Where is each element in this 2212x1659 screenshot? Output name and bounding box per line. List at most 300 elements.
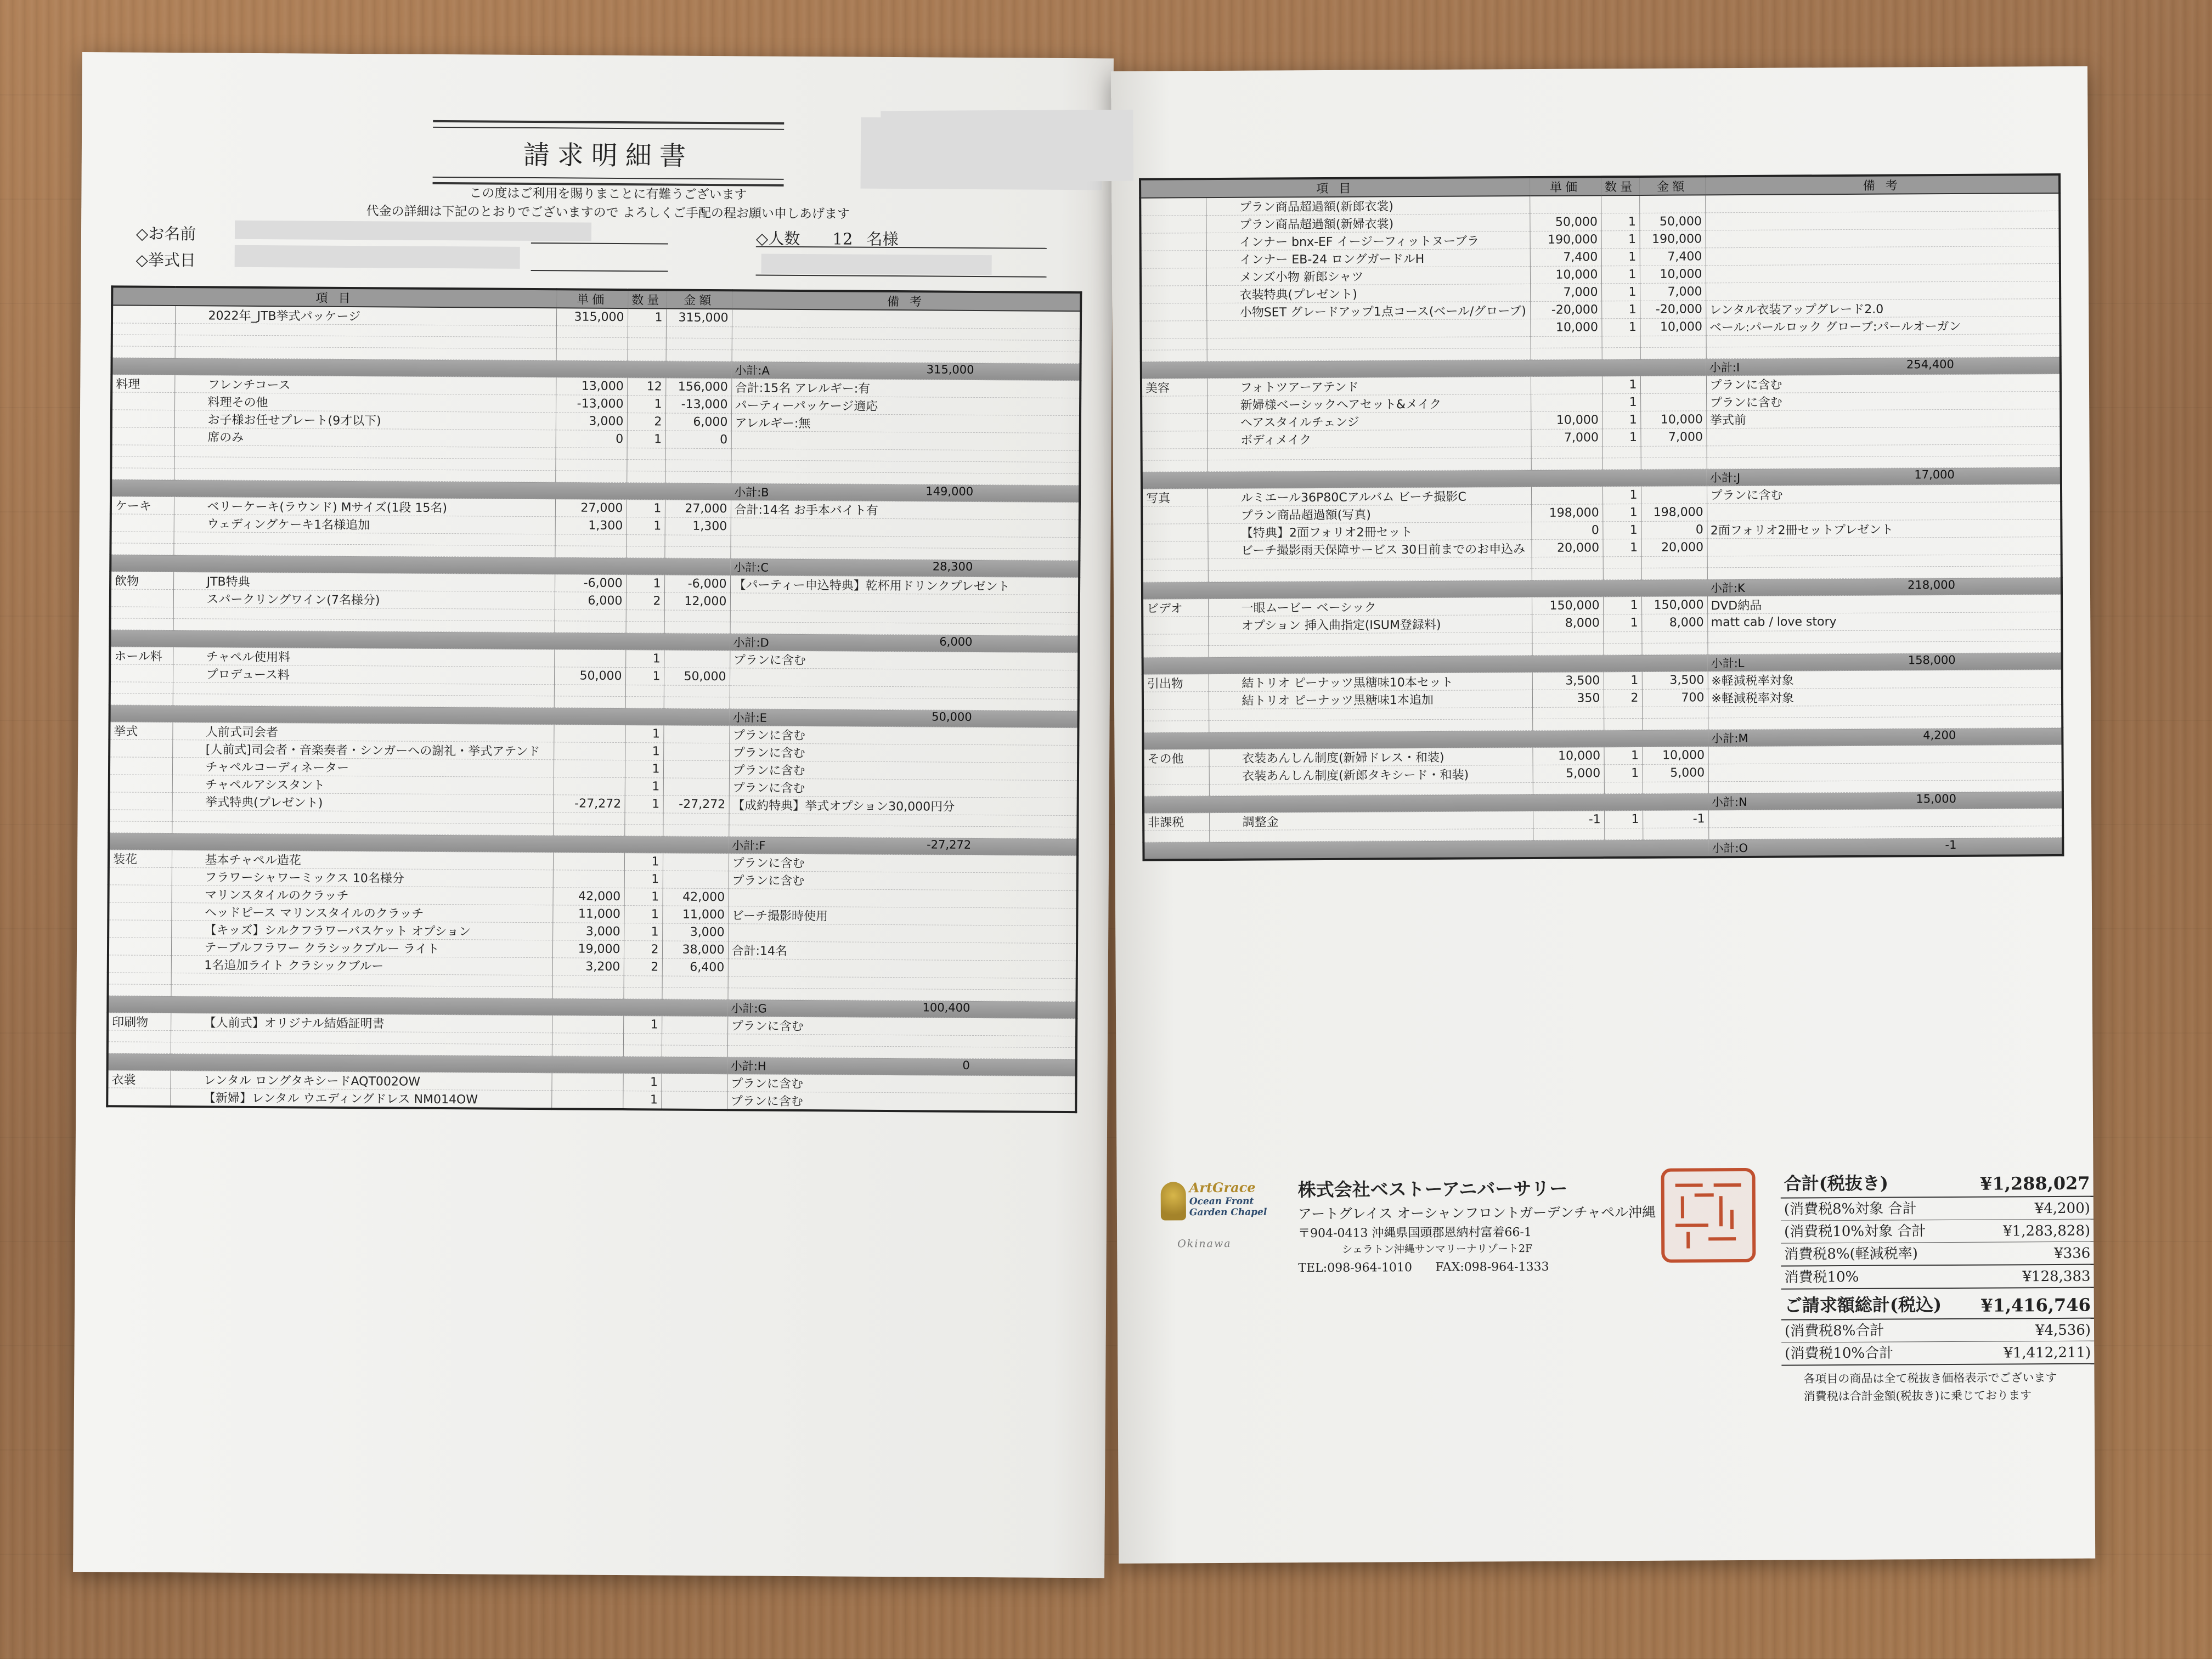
row-unit-price: 10,000: [1530, 266, 1601, 284]
row-category: [108, 938, 171, 956]
logo-line-2a: Ocean Front: [1189, 1195, 1254, 1207]
subtotal-cell: [729, 837, 1077, 856]
row-category: [111, 410, 174, 428]
row-unit-price: 11,000: [552, 905, 624, 923]
subtotal-value: 50,000: [932, 710, 972, 724]
row-quantity: 1: [1603, 596, 1641, 614]
row-amount: 10,000: [1642, 747, 1708, 765]
row-unit-price: 3,200: [552, 958, 624, 976]
subtotal-value: 100,400: [922, 1001, 970, 1014]
company-logo: [1155, 1176, 1282, 1264]
subtotal-label: 小計:I: [1709, 361, 1740, 375]
row-unit-price: [555, 546, 626, 558]
invoice-page-left: [73, 52, 1114, 1578]
subtotal-value: 15,000: [1916, 792, 1957, 806]
row-remarks: パーティーパッケージ適応: [731, 396, 1080, 416]
row-item-name: 基本チャペル造花: [172, 850, 553, 870]
row-amount: [664, 546, 730, 558]
info-underline: [756, 275, 1047, 278]
row-quantity: 1: [1603, 614, 1641, 631]
row-amount: [665, 471, 731, 483]
row-unit-price: 19,000: [552, 940, 624, 958]
row-category: [111, 532, 174, 544]
row-quantity: 1: [1601, 213, 1639, 230]
row-unit-price: 27,000: [555, 499, 627, 517]
row-amount: [661, 1074, 727, 1092]
row-quantity: 1: [1604, 672, 1642, 689]
row-quantity: 1: [625, 743, 663, 760]
row-unit-price: 5,000: [1533, 765, 1604, 783]
row-unit-price: -6,000: [555, 574, 626, 592]
subtotal-spacer: [1143, 839, 1708, 860]
row-unit-price: 3,000: [556, 413, 627, 431]
total-value: ¥4,200): [2034, 1200, 2090, 1217]
row-remarks: DVD納品: [1707, 594, 2062, 613]
row-quantity: 1: [1602, 539, 1641, 556]
row-quantity: 1: [624, 853, 663, 871]
people-label: ◇人数: [755, 229, 800, 248]
row-category: [111, 427, 174, 445]
row-amount: [661, 1091, 727, 1110]
row-category: [1143, 709, 1209, 721]
row-category: ビデオ: [1142, 599, 1208, 617]
row-category: 料理: [111, 375, 174, 393]
header-unit-price: 単価: [556, 289, 628, 308]
row-category: [1142, 646, 1208, 658]
intro-line-2: 代金の詳細は下記のとおりでございますので よろしくご手配の程お願い申しあげます: [366, 204, 850, 222]
row-remarks: プランに含む: [729, 871, 1077, 891]
row-remarks: プランに含む: [729, 761, 1078, 781]
row-quantity: 1: [1604, 747, 1642, 764]
row-item-name: 【人前式】オリジナル結婚証明書: [171, 1013, 552, 1033]
row-amount: 5,000: [1643, 764, 1708, 782]
total-value: ¥4,536): [2035, 1322, 2091, 1339]
row-unit-price: 50,000: [1530, 213, 1601, 232]
row-unit-price: 50,000: [554, 667, 625, 685]
row-unit-price: [554, 650, 625, 668]
row-category: [109, 757, 172, 775]
row-item-name: 小物SET グレードアップ1点コース(ベール/グローブ): [1206, 302, 1530, 321]
row-unit-price: [554, 725, 625, 743]
row-remarks: [1706, 281, 2060, 300]
row-item-name: マリンスタイルのクラッチ: [172, 885, 553, 905]
tax-notes: [1781, 1369, 2094, 1406]
row-category: [1141, 396, 1207, 414]
row-quantity: 1: [1602, 486, 1641, 504]
row-amount: [663, 743, 729, 761]
row-category: [1143, 831, 1209, 843]
row-category: 引出物: [1143, 674, 1209, 692]
row-category: [108, 920, 171, 938]
row-unit-price: [554, 777, 625, 795]
row-remarks: プランに含む: [729, 726, 1078, 746]
row-unit-price: [554, 760, 625, 778]
row-amount: [664, 697, 730, 709]
company-fax: FAX:098-964-1333: [1435, 1260, 1549, 1274]
row-unit-price: [556, 349, 628, 361]
header-remarks: 備 考: [732, 290, 1081, 311]
total-row: [1781, 1220, 2094, 1244]
row-remarks: プランに含む: [729, 854, 1077, 873]
row-category: [112, 346, 175, 358]
row-amount: 1,300: [665, 517, 731, 535]
row-amount: [663, 853, 729, 871]
row-category: [1142, 449, 1207, 461]
row-category: [1141, 321, 1206, 339]
row-unit-price: -20,000: [1530, 301, 1601, 319]
row-unit-price: [1531, 336, 1602, 348]
row-category: [109, 792, 172, 810]
row-category: その他: [1143, 749, 1209, 768]
row-remarks: アレルギー:無: [731, 414, 1080, 433]
row-item-name: ビーチ撮影雨天保障サービス 30日前までのお申込み: [1207, 539, 1531, 558]
row-category: [111, 468, 174, 480]
row-item-name: 衣装特典(プレゼント): [1206, 284, 1530, 303]
row-unit-price: 7,000: [1531, 429, 1602, 447]
row-category: [109, 810, 172, 822]
row-amount: 11,000: [662, 906, 728, 924]
row-unit-price: -27,272: [554, 795, 625, 813]
row-item-name: [人前式]司会者・音楽奏者・シンガーへの謝礼・挙式アテンド: [172, 740, 554, 760]
row-item-name: 1名追加ライト クラシックブルー: [171, 956, 552, 975]
row-category: [1142, 559, 1208, 571]
invoice-body-left: [107, 305, 1081, 1112]
row-category: [111, 392, 174, 410]
row-quantity: 1: [624, 906, 662, 923]
row-amount: 10,000: [1640, 318, 1706, 336]
subtotal-cell: [1708, 652, 2062, 671]
row-category: [1140, 216, 1206, 234]
row-amount: [1639, 195, 1705, 213]
row-remarks: [1706, 246, 2060, 265]
row-amount: [1643, 828, 1708, 840]
header-amount: 金額: [1639, 176, 1705, 195]
subtotal-label: 小計:M: [1711, 731, 1748, 746]
row-item-name: 結トリオ ピーナッツ黒糖味10本セット: [1209, 672, 1532, 691]
subtotal-label: 小計:H: [730, 1059, 766, 1073]
row-quantity: 1: [623, 1091, 661, 1110]
row-quantity: [625, 685, 664, 697]
row-amount: -1: [1643, 810, 1708, 828]
row-category: [1141, 414, 1207, 432]
row-quantity: 1: [1601, 230, 1640, 248]
row-quantity: [1603, 556, 1641, 568]
company-tel: TEL:098-964-1010: [1298, 1261, 1413, 1276]
row-category: [110, 543, 173, 555]
subtotal-value: 158,000: [1908, 653, 1956, 667]
totals-block: [1780, 1166, 2094, 1406]
subtotal-value: 28,300: [932, 560, 973, 573]
row-unit-price: [554, 696, 625, 708]
row-category: [109, 740, 172, 758]
row-unit-price: -1: [1533, 811, 1604, 829]
subtotal-value: 0: [962, 1058, 970, 1072]
row-amount: 8,000: [1641, 614, 1707, 632]
row-amount: 10,000: [1640, 266, 1706, 284]
row-amount: 42,000: [663, 888, 729, 906]
row-quantity: [627, 448, 665, 460]
row-quantity: 1: [627, 517, 665, 535]
row-amount: [1640, 336, 1706, 348]
row-amount: [666, 338, 732, 350]
row-remarks: ※軽減税率対象: [1708, 687, 2062, 706]
row-amount: [1642, 707, 1708, 719]
row-category: [108, 984, 171, 996]
row-amount: [1642, 718, 1708, 730]
total-label: (消費税8%対象 合計: [1784, 1200, 1917, 1218]
row-remarks: [1706, 426, 2061, 445]
subtotal-value: 149,000: [926, 484, 974, 498]
row-category: 衣裳: [107, 1070, 170, 1088]
row-category: [1142, 634, 1208, 646]
row-quantity: 1: [1601, 318, 1640, 336]
row-item-name: [1206, 319, 1530, 338]
row-category: [112, 305, 175, 323]
row-category: [1141, 350, 1207, 362]
tax-note-1: 各項目の商品は全て税抜き価格表示でございます: [1803, 1371, 2057, 1386]
row-unit-price: [553, 853, 624, 871]
row-amount: [1641, 486, 1707, 504]
row-category: [1143, 721, 1209, 733]
row-amount: 50,000: [1639, 213, 1705, 231]
total-label: (消費税8%合計: [1784, 1322, 1884, 1340]
row-amount: [662, 988, 727, 1000]
row-category: [111, 514, 174, 532]
row-item-name: 衣装あんしん制度(新郎タキシード・和装): [1209, 765, 1533, 784]
row-quantity: [1603, 568, 1641, 579]
row-quantity: [624, 825, 663, 836]
row-remarks: [1706, 228, 2060, 247]
total-row: [1781, 1319, 2094, 1343]
row-item-name: インナー EB-24 ロングガードルH: [1206, 249, 1530, 268]
company-subname: アートグレイス オーシャンフロントガーデンチャペル沖縄: [1297, 1204, 1656, 1222]
total-label: 消費税8%(軽減税率): [1784, 1245, 1918, 1263]
row-remarks: [731, 431, 1080, 451]
total-label: ご請求額総計(税込): [1784, 1294, 1942, 1316]
intro-text: [246, 183, 970, 224]
row-amount: 190,000: [1640, 230, 1706, 249]
row-remarks: [732, 309, 1081, 329]
row-unit-price: [1531, 447, 1602, 459]
subtotal-cell: [1708, 791, 2063, 810]
row-amount: 27,000: [665, 500, 731, 518]
row-item-name: フレンチコース: [174, 375, 556, 395]
row-item-name: 【新婦】レンタル ウエディングドレス NM014OW: [170, 1088, 551, 1109]
row-quantity: [1602, 446, 1641, 458]
row-unit-price: [1531, 458, 1602, 470]
document-title: 請求明細書: [523, 139, 694, 172]
row-quantity: 1: [1601, 301, 1640, 318]
row-remarks: [1707, 501, 2061, 521]
row-quantity: [1603, 631, 1641, 643]
total-row: [1780, 1166, 2093, 1199]
row-quantity: [628, 326, 666, 338]
row-unit-price: 150,000: [1532, 597, 1603, 615]
row-category: [109, 867, 172, 885]
total-value: ¥336: [2054, 1245, 2091, 1262]
row-remarks: [730, 668, 1079, 688]
row-amount: [665, 448, 731, 460]
company-address-2: シェラトン沖縄サンマリーナリゾート2F: [1342, 1243, 1533, 1256]
row-quantity: [626, 546, 664, 558]
row-category: [1143, 692, 1209, 710]
row-category: [110, 682, 173, 694]
row-category: [1141, 233, 1206, 251]
row-quantity: 2: [627, 413, 665, 431]
row-amount: [662, 1045, 727, 1057]
row-unit-price: [552, 987, 623, 999]
row-quantity: 2: [624, 941, 662, 958]
row-amount: [663, 778, 729, 796]
totals-rows: [1780, 1166, 2094, 1366]
row-quantity: [1604, 782, 1643, 793]
company-name: 株式会社ベストーアニバーサリー: [1297, 1177, 1568, 1201]
row-remarks: [1707, 537, 2061, 556]
row-quantity: 1: [1602, 521, 1641, 539]
people-value: 12: [832, 229, 853, 249]
company-seal-stamp: [1661, 1168, 1756, 1263]
row-item-name: メンズ小物 新郎シャツ: [1206, 267, 1530, 286]
total-row: [1781, 1265, 2094, 1290]
row-amount: 38,000: [662, 941, 728, 959]
row-quantity: [626, 610, 664, 622]
row-quantity: 1: [625, 725, 663, 743]
row-quantity: 1: [627, 431, 665, 448]
row-category: [1141, 268, 1206, 286]
row-unit-price: [552, 975, 624, 988]
row-unit-price: [554, 685, 625, 697]
row-remarks: [1705, 193, 2059, 213]
total-value: ¥1,283,828): [2002, 1222, 2091, 1240]
row-remarks: プランに含む: [1706, 374, 2061, 393]
row-category: [108, 1030, 171, 1042]
total-row: [1781, 1242, 2094, 1267]
row-remarks: [729, 889, 1077, 909]
row-amount: 12,000: [664, 592, 730, 611]
row-category: 挙式: [109, 722, 172, 740]
row-amount: [665, 460, 731, 472]
row-unit-price: [553, 824, 624, 836]
row-category: [1142, 571, 1208, 583]
total-value: ¥1,416,746: [1980, 1294, 2091, 1316]
row-unit-price: [1532, 707, 1604, 719]
row-category: [1142, 617, 1208, 635]
subtotal-label: 小計:D: [733, 636, 769, 650]
row-unit-price: 3,000: [552, 923, 624, 941]
total-row: [1781, 1341, 2094, 1366]
row-quantity: 1: [627, 500, 665, 517]
row-quantity: 1: [624, 923, 662, 941]
row-quantity: 1: [1602, 411, 1640, 428]
row-item-name: ボディメイク: [1207, 430, 1531, 449]
row-unit-price: 8,000: [1532, 614, 1603, 633]
row-unit-price: 7,400: [1530, 249, 1601, 267]
row-amount: 20,000: [1641, 539, 1707, 557]
subtotal-label: 小計:C: [733, 561, 769, 574]
row-amount: [1640, 347, 1706, 359]
row-category: [108, 955, 171, 973]
row-category: [1142, 541, 1207, 560]
row-category: 飲物: [110, 572, 173, 590]
row-quantity: 1: [623, 1016, 662, 1034]
row-item-name: ルミエール36P80Cアルバム ビーチ撮影C: [1207, 487, 1531, 506]
row-unit-price: [551, 1073, 623, 1091]
row-quantity: 1: [625, 650, 664, 668]
row-category: [1141, 303, 1206, 321]
row-amount: 7,000: [1640, 283, 1706, 301]
row-item-name: 結トリオ ピーナッツ黒糖味1本追加: [1209, 690, 1532, 709]
row-unit-price: [553, 812, 624, 825]
row-amount: 7,400: [1640, 248, 1706, 266]
row-unit-price: [555, 534, 627, 546]
row-item-name: 2022年_JTB挙式パッケージ: [175, 306, 556, 326]
header-item: 項 目: [112, 286, 556, 308]
row-amount: [1641, 556, 1707, 568]
row-unit-price: [1531, 487, 1602, 505]
row-item-name: ウェディングケーキ1名様追加: [174, 515, 555, 534]
row-quantity: [1604, 707, 1642, 718]
row-remarks: プランに含む: [727, 1074, 1076, 1094]
row-category: [108, 902, 171, 921]
row-amount: [664, 685, 730, 697]
row-amount: [666, 326, 732, 338]
row-category: [111, 445, 174, 457]
row-remarks: 合計:14名: [728, 941, 1077, 961]
row-remarks: 合計:15名 アレルギー:有: [731, 379, 1080, 398]
row-category: [110, 589, 173, 607]
row-unit-price: 3,500: [1532, 672, 1604, 690]
row-amount: 7,000: [1640, 428, 1706, 447]
row-amount: [663, 871, 729, 889]
row-item-name: チャペルコーディネーター: [172, 758, 554, 777]
row-category: [1141, 251, 1206, 269]
row-item-name: 一眼ムービー ベーシック: [1208, 597, 1532, 616]
row-amount: 3,000: [662, 923, 728, 941]
row-quantity: 1: [1601, 248, 1640, 266]
invoice-table-left: [106, 285, 1082, 1113]
row-unit-price: 6,000: [555, 592, 626, 610]
row-remarks: [1708, 762, 2063, 781]
row-quantity: 1: [625, 668, 664, 685]
row-item-name: 衣装あんしん制度(新婦ドレス・和装): [1209, 747, 1532, 766]
subtotal-cell: [1708, 727, 2062, 746]
row-quantity: [627, 460, 665, 471]
row-unit-price: [555, 621, 626, 633]
row-quantity: 1: [1602, 428, 1640, 446]
row-amount: [1643, 782, 1708, 794]
subtotal-label: 小計:B: [734, 486, 769, 499]
row-unit-price: [554, 742, 625, 760]
row-unit-price: 20,000: [1531, 539, 1602, 557]
row-quantity: 1: [628, 308, 666, 326]
invoice-body-right: [1140, 193, 2063, 860]
row-quantity: [625, 697, 664, 708]
row-amount: [663, 813, 729, 825]
row-quantity: 1: [1601, 283, 1640, 301]
intro-line-1: この度はご利用を賜りまことに有難うございます: [469, 186, 747, 202]
subtotal-cell: [1708, 837, 2063, 857]
subtotal-cell: [1706, 357, 2061, 375]
invoice-table-right: [1139, 173, 2064, 861]
row-amount: [664, 650, 730, 668]
row-amount: -20,000: [1640, 301, 1706, 319]
subtotal-cell: [1707, 467, 2061, 486]
row-remarks: プランに含む: [727, 1092, 1076, 1112]
row-category: ケーキ: [111, 496, 174, 515]
row-remarks: [728, 959, 1077, 979]
row-category: [110, 618, 173, 630]
header-item: 項 目: [1140, 177, 1530, 198]
